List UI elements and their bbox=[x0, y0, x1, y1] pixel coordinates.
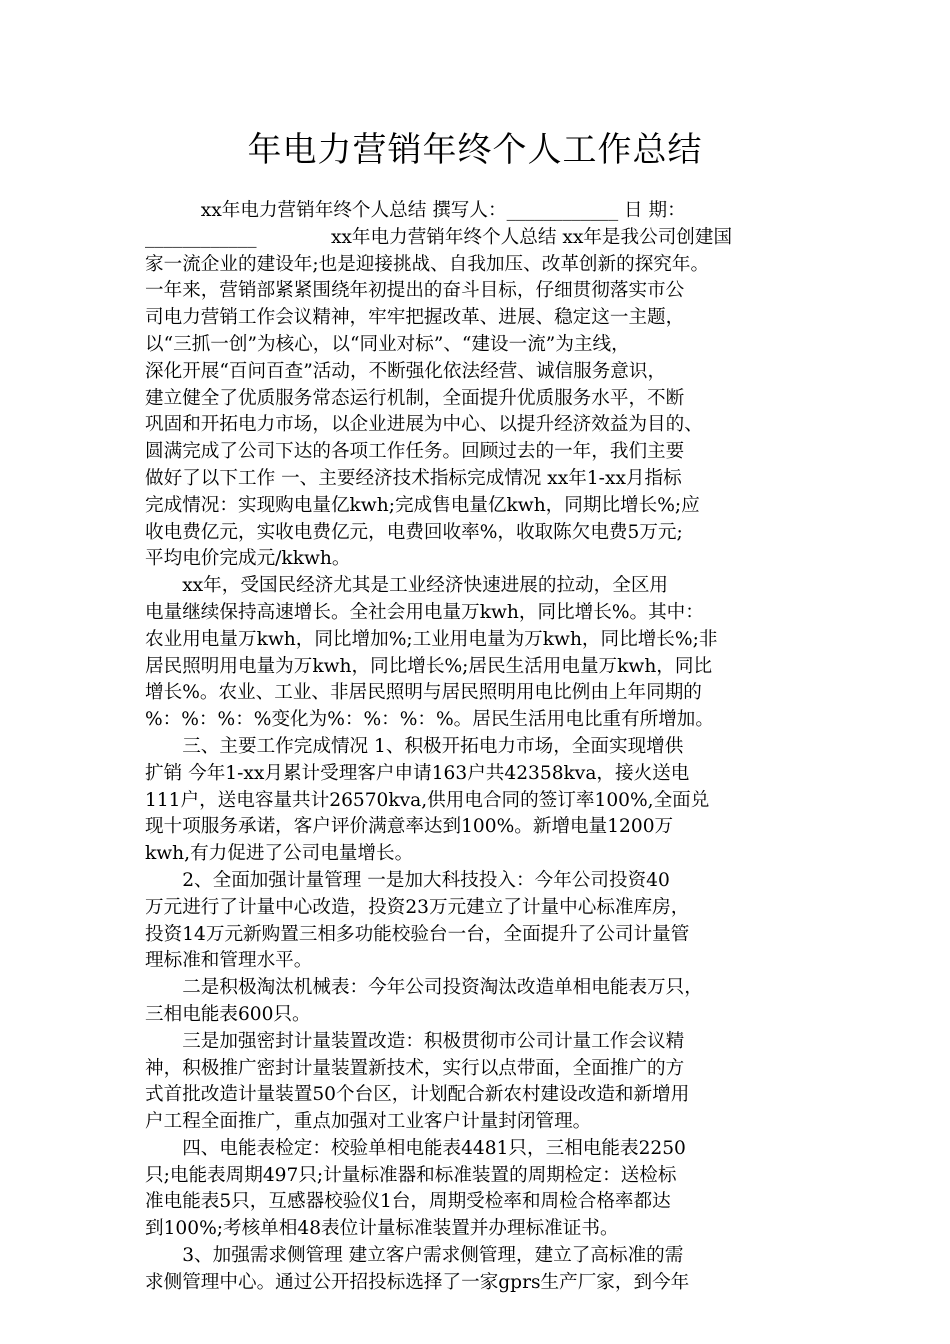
body-line: 电量继续保持高速增长。全社会用电量万kwh，同比增长%。其中： bbox=[145, 601, 704, 623]
body-line: 巩固和开拓电力市场，以企业进展为中心、以提升经济效益为目的、 bbox=[145, 414, 703, 436]
body-line: 扩销 今年1-xx月累计受理客户申请163户共42358kva，接火送电 bbox=[145, 762, 690, 784]
body-line: 理标准和管理水平。 bbox=[145, 950, 313, 972]
body-line: kwh,有力促进了公司电量增长。 bbox=[145, 843, 414, 865]
body-line: 深化开展“百问百查”活动，不断强化依法经营、诚信服务意识， bbox=[145, 360, 667, 382]
body-line: 投资14万元新购置三相多功能校验台一台，全面提升了公司计量管 bbox=[145, 923, 690, 945]
body-line: xx年电力营销年终个人总结 撰写人：____________ 日 期： bbox=[145, 200, 686, 221]
document-title: 年电力营销年终个人工作总结 bbox=[247, 130, 703, 170]
body-line: 四、电能表检定：校验单相电能表4481只，三相电能表2250 bbox=[145, 1137, 686, 1159]
body-line: 家一流企业的建设年;也是迎接挑战、自我加压、改革创新的探究年。 bbox=[145, 253, 710, 275]
body-line: 以“三抓一创”为核心，以“同业对标”、“建设一流”为主线， bbox=[145, 333, 630, 355]
body-line: 户工程全面推广，重点加强对工业客户计量封闭管理。 bbox=[145, 1111, 592, 1133]
body-line: 三、主要工作完成情况 1、积极开拓电力市场，全面实现增供 bbox=[145, 735, 684, 757]
body-line: 只;电能表周期497只;计量标准器和标准装置的周期检定：送检标 bbox=[145, 1164, 677, 1186]
body-line: 建立健全了优质服务常态运行机制，全面提升优质服务水平，不断 bbox=[145, 387, 685, 409]
body-line: 完成情况：实现购电量亿kwh;完成售电量亿kwh，同期比增长%;应 bbox=[145, 494, 700, 516]
body-line: 求侧管理中心。通过公开招投标选择了一家gprs生产厂家，到今年 bbox=[145, 1271, 690, 1293]
body-line: %：%：%：%变化为%：%：%：%。居民生活用电比重有所增加。 bbox=[145, 709, 714, 731]
body-line: 准电能表5只，互感器校验仪1台，周期受检率和周检合格率都达 bbox=[145, 1191, 671, 1213]
document-body bbox=[145, 198, 810, 1297]
body-line: 居民照明用电量为万kwh，同比增长%;居民生活用电量万kwh，同比 bbox=[145, 655, 713, 677]
body-line: 司电力营销工作会议精神，牢牢把握改革、进展、稳定这一主题， bbox=[145, 307, 685, 329]
body-line: 神，积极推广密封计量装置新技术，实行以点带面，全面推广的方 bbox=[145, 1057, 685, 1079]
body-line: 2、全面加强计量管理 一是加大科技投入：今年公司投资40 bbox=[145, 869, 670, 891]
body-line: 二是积极淘汰机械表：今年公司投资淘汰改造单相电能表万只， bbox=[145, 977, 703, 999]
body-line: 三相电能表600只。 bbox=[145, 1003, 311, 1025]
body-line: 农业用电量万kwh，同比增加%;工业用电量为万kwh，同比增长%;非 bbox=[145, 628, 718, 650]
body-line: 111户，送电容量共计26570kva,供用电合同的签订率100%,全面兑 bbox=[145, 789, 710, 811]
body-line: 现十项服务承诺，客户评价满意率达到100%。新增电量1200万 bbox=[145, 816, 674, 838]
body-line: 收电费亿元，实收电费亿元，电费回收率%，收取陈欠电费5万元; bbox=[145, 521, 683, 543]
body-line: 做好了以下工作 一、主要经济技术指标完成情况 xx年1-xx月指标 bbox=[145, 467, 682, 489]
body-line: xx年，受国民经济尤其是工业经济快速进展的拉动，全区用 bbox=[145, 575, 669, 597]
body-line: 万元进行了计量中心改造，投资23万元建立了计量中心标准库房， bbox=[145, 896, 690, 918]
body-line: ____________ xx年电力营销年终个人总结 xx年是我公司创建国 bbox=[145, 226, 733, 248]
body-line: 平均电价完成元/kkwh。 bbox=[145, 548, 351, 570]
body-line: 到100%;考核单相48表位计量标准装置并办理标准证书。 bbox=[145, 1218, 619, 1240]
body-line: 3、加强需求侧管理 建立客户需求侧管理，建立了高标准的需 bbox=[145, 1245, 684, 1267]
body-line: 三是加强密封计量装置改造：积极贯彻市公司计量工作会议精 bbox=[145, 1030, 685, 1052]
body-line: 一年来，营销部紧紧围绕年初提出的奋斗目标，仔细贯彻落实市公 bbox=[145, 280, 685, 302]
body-line: 圆满完成了公司下达的各项工作任务。回顾过去的一年，我们主要 bbox=[145, 441, 685, 463]
body-line: 式首批改造计量装置50个台区，计划配合新农村建设改造和新增用 bbox=[145, 1084, 690, 1106]
body-line: 增长%。农业、工业、非居民照明与居民照明用电比例由上年同期的 bbox=[145, 682, 702, 704]
